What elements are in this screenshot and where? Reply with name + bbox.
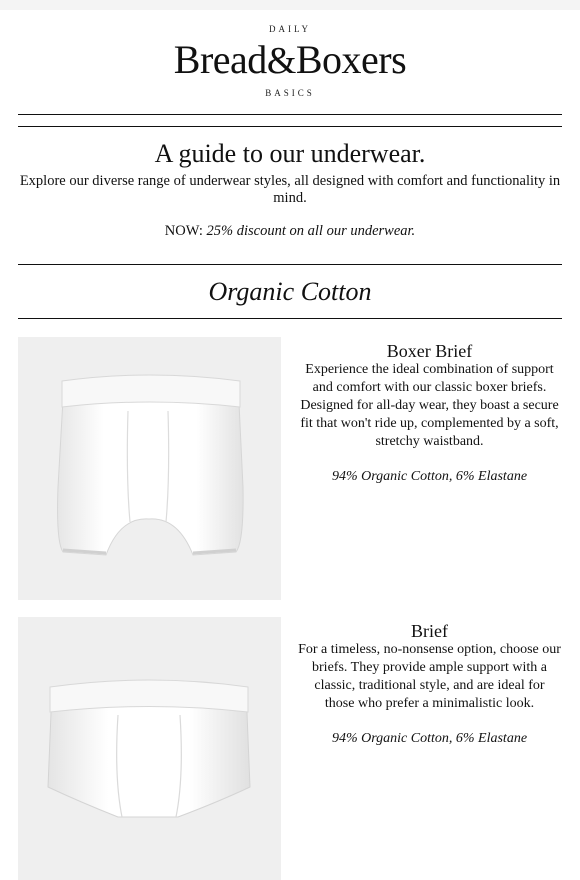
promo-prefix: NOW: [164,223,203,239]
brand-logo[interactable] [0,37,580,82]
intro-description: Explore our diverse range of underwear styles, all designed with comfort and functionality in mind. [19,173,561,206]
divider [18,126,562,127]
product-material: 94% Organic Cotton, 6% Elastane [331,731,528,746]
logo-ampersand: & [266,40,296,82]
divider [18,318,562,319]
product-info [298,617,561,747]
product-brief [18,617,562,880]
logo-text-left: Bread [173,37,267,82]
divider [18,114,562,115]
brief-image[interactable] [18,617,281,880]
product-description: For a timeless, no-nonsense option, choose our briefs. They provide ample support with a classic, traditional style, and are ideal for those who prefer a minimalistic look. [298,642,561,711]
header [0,10,580,98]
logo-kicker-top: DAILY [268,24,312,34]
page-title: A guide to our underwear. [154,139,426,168]
product-name: Boxer Brief [386,341,473,361]
intro [0,139,580,240]
product-material: 94% Organic Cotton, 6% Elastane [331,469,528,484]
promo-text [10,223,570,240]
product-boxer-brief [18,337,562,600]
logo-text-right: Boxers [295,37,407,82]
section-title: Organic Cotton [208,277,372,306]
divider [18,264,562,265]
top-bar [0,0,580,10]
logo-kicker-bottom: BASICS [265,88,315,98]
product-description: Experience the ideal combination of support and comfort with our classic boxer briefs. Designed for all-day wear, they boast a secure fit that won't ride up, complemented by a soft, stretchy waistband. [300,362,559,449]
boxer-brief-image[interactable] [18,337,281,600]
promo-discount: 25% discount on all our underwear. [206,223,416,239]
product-name: Brief [411,621,448,641]
product-info [298,337,561,485]
